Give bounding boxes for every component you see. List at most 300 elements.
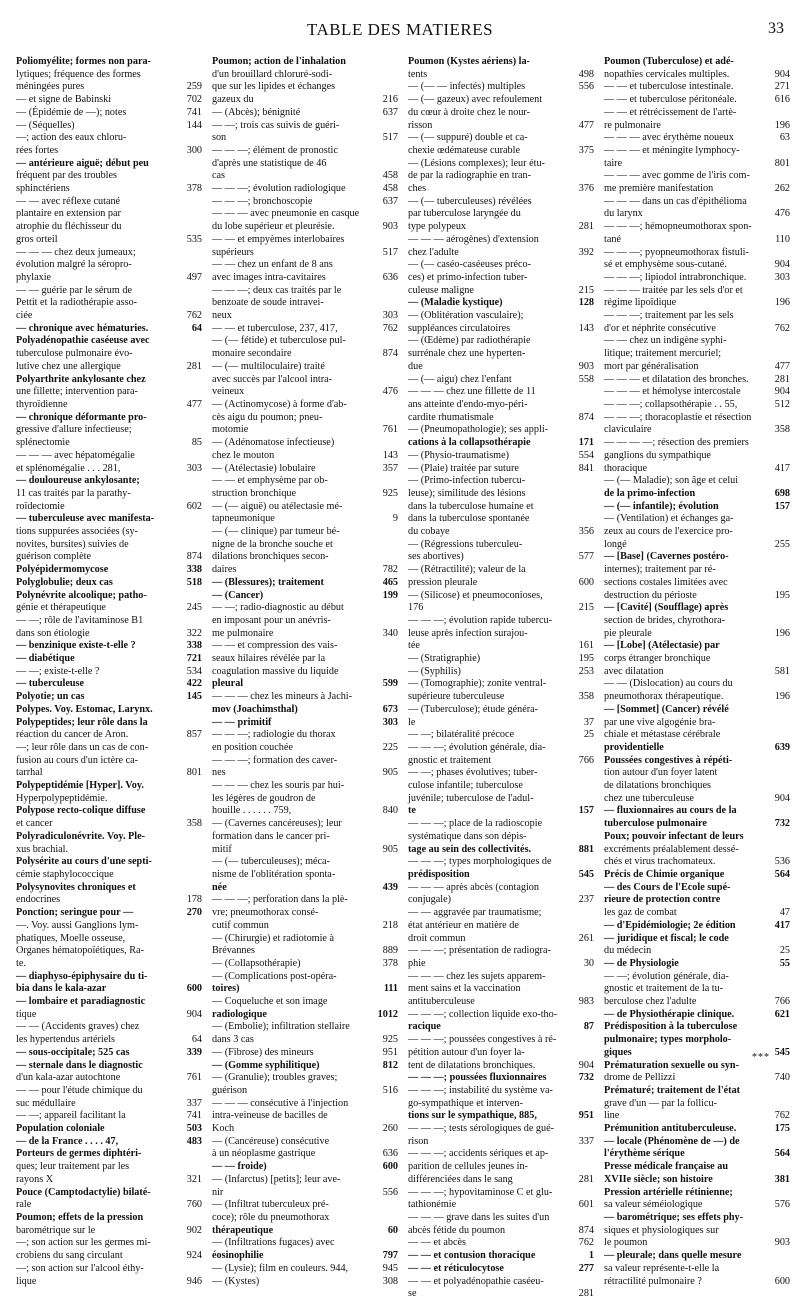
entry-page: 741 bbox=[186, 1110, 202, 1122]
index-entry bbox=[212, 755, 398, 768]
index-entry bbox=[212, 729, 398, 742]
entry-page: 741 bbox=[186, 106, 202, 118]
index-entry bbox=[212, 628, 398, 641]
entry-text: Poumon; action de l'inhalation bbox=[212, 56, 346, 67]
entry-text: ans atteinte d'endo-myo-péri- bbox=[408, 398, 528, 410]
index-entry bbox=[408, 1148, 594, 1161]
index-entry bbox=[16, 577, 202, 590]
index-entry bbox=[212, 120, 398, 133]
index-entry bbox=[604, 501, 790, 514]
entry-text: Ponction; seringue pour — bbox=[16, 907, 134, 919]
entry-text: Hyperpolypeptidémie. bbox=[16, 792, 108, 804]
index-entry bbox=[408, 958, 594, 971]
entry-text: giques bbox=[604, 1046, 632, 1058]
entry-text: pulmonaire; types morpholo- bbox=[604, 1034, 732, 1046]
entry-text: — — — avec gomme de l'iris com- bbox=[604, 170, 750, 182]
entry-text: conjugale) bbox=[408, 894, 451, 906]
entry-text: réaction du cancer de Aron. bbox=[16, 729, 129, 741]
index-entry bbox=[408, 767, 594, 780]
entry-text: ciée bbox=[16, 310, 33, 322]
entry-page: 874 bbox=[578, 1224, 594, 1236]
entry-page: 721 bbox=[186, 653, 202, 665]
index-entry bbox=[16, 564, 202, 577]
entry-page: 951 bbox=[382, 1046, 398, 1058]
entry-text: — — —; élément de pronostic bbox=[212, 144, 338, 156]
index-entry bbox=[408, 615, 594, 628]
entry-text: pie pleurale bbox=[604, 627, 652, 639]
entry-text: — (— Maladie); son âge et celui bbox=[604, 475, 739, 487]
index-entry bbox=[212, 996, 398, 1009]
entry-page: 904 bbox=[578, 1059, 594, 1071]
index-entry bbox=[212, 1098, 398, 1111]
entry-text: tique bbox=[16, 1008, 37, 1020]
entry-page: 378 bbox=[186, 183, 202, 195]
entry-text: — (Épidémie de —); notes bbox=[16, 106, 127, 118]
entry-page: 904 bbox=[186, 1008, 202, 1020]
index-entry bbox=[604, 551, 790, 564]
index-entry bbox=[408, 297, 594, 310]
entry-page: 358 bbox=[578, 691, 594, 703]
entry-text: longé bbox=[604, 538, 627, 550]
entry-text: Koch bbox=[212, 1123, 235, 1135]
entry-page: 904 bbox=[774, 259, 790, 271]
entry-page: 196 bbox=[774, 627, 790, 639]
entry-text: — (Atélectasie) lobulaire bbox=[212, 462, 316, 474]
entry-page: 111 bbox=[383, 983, 398, 995]
entry-text: type polypeux bbox=[408, 221, 467, 233]
entry-text: par tuberculose laryngée du bbox=[408, 208, 521, 220]
entry-page: 338 bbox=[186, 564, 202, 576]
index-entry bbox=[604, 1225, 790, 1238]
entry-text: — — — chez les souris par hui- bbox=[212, 780, 345, 792]
index-entry bbox=[604, 1237, 790, 1250]
entry-page: 281 bbox=[186, 360, 202, 372]
entry-text: antituberculeuse bbox=[408, 996, 475, 1008]
index-entry bbox=[212, 513, 398, 526]
entry-page: 905 bbox=[382, 843, 398, 855]
entry-text: — — — chez les mineurs à Jachi- bbox=[212, 691, 353, 703]
entry-page: 600 bbox=[578, 576, 594, 588]
index-entry bbox=[16, 310, 202, 323]
index-entry bbox=[408, 183, 594, 196]
entry-text: — — —; hypovitaminose C et glu- bbox=[408, 1186, 553, 1198]
entry-text: — — chez un indigène syphi- bbox=[604, 335, 727, 347]
index-entry bbox=[212, 1123, 398, 1136]
entry-page: 9 bbox=[392, 513, 398, 525]
entry-text: guérison complète bbox=[16, 551, 91, 563]
index-entry bbox=[408, 1276, 594, 1289]
entry-text: se bbox=[408, 1288, 417, 1300]
index-entry bbox=[408, 691, 594, 704]
entry-text: atrophie du fléchisseur du bbox=[16, 221, 122, 233]
index-entry bbox=[16, 1021, 202, 1034]
index-entry bbox=[212, 958, 398, 971]
entry-text: du médecin bbox=[604, 945, 652, 957]
entry-page: 905 bbox=[382, 767, 398, 779]
index-entry bbox=[16, 653, 202, 666]
entry-page: 599 bbox=[382, 678, 398, 690]
index-entry bbox=[408, 1263, 594, 1276]
entry-text: — — —; bronchoscopie bbox=[212, 195, 313, 207]
entry-page: 218 bbox=[382, 919, 398, 931]
entry-text: gazeux du bbox=[212, 94, 254, 106]
entry-text: — — —; poussées congestives à ré- bbox=[408, 1034, 557, 1046]
entry-text: Brévannes bbox=[212, 945, 255, 957]
entry-text: lytiques; fréquence des formes bbox=[16, 68, 141, 80]
entry-text: — — chez un enfant de 8 ans bbox=[212, 259, 333, 271]
entry-text: nir bbox=[212, 1186, 224, 1198]
entry-text: taire bbox=[604, 157, 623, 169]
index-entry bbox=[604, 869, 790, 882]
entry-text: — de Physiothérapie clinique. bbox=[604, 1008, 735, 1020]
entry-text: — [Base] (Cavernes postéro- bbox=[604, 551, 729, 563]
entry-page: 178 bbox=[186, 894, 202, 906]
index-entry bbox=[16, 272, 202, 285]
index-entry bbox=[16, 323, 202, 336]
index-entry bbox=[604, 107, 790, 120]
index-entry bbox=[408, 412, 594, 425]
entry-page: 300 bbox=[186, 144, 202, 156]
index-entry bbox=[408, 882, 594, 895]
entry-page: 358 bbox=[186, 818, 202, 830]
index-entry bbox=[212, 590, 398, 603]
entry-text: parition de cellules jeunes in- bbox=[408, 1161, 528, 1173]
entry-text: — (Abcès); bénignité bbox=[212, 106, 301, 118]
entry-text: — — — chez les sujets apparem- bbox=[408, 970, 546, 982]
entry-page: 517 bbox=[382, 246, 398, 258]
index-entry bbox=[408, 272, 594, 285]
index-entry bbox=[16, 907, 202, 920]
entry-text: son bbox=[212, 132, 227, 144]
entry-text: prédisposition bbox=[408, 869, 470, 880]
entry-text: — (Kystes) bbox=[212, 1275, 260, 1287]
entry-page: 308 bbox=[382, 1275, 398, 1287]
entry-text: dans 3 cas bbox=[212, 1034, 254, 1046]
entry-page: 545 bbox=[774, 1046, 790, 1058]
index-entry bbox=[604, 1263, 790, 1276]
entry-text: — (Infiltrat tuberculeux pré- bbox=[212, 1199, 329, 1211]
index-entry bbox=[604, 1187, 790, 1200]
index-entry bbox=[212, 170, 398, 183]
entry-text: tent de dilatations bronchiques. bbox=[408, 1059, 536, 1071]
index-entry bbox=[16, 297, 202, 310]
entry-text: — (Stratigraphie) bbox=[408, 653, 481, 665]
index-entry bbox=[604, 1174, 790, 1187]
entry-text: — — —; poussées fluxionnaires bbox=[408, 1072, 547, 1084]
entry-text: — (Blessures); traitement bbox=[212, 576, 324, 588]
entry-page: 37 bbox=[583, 716, 594, 728]
index-entry bbox=[212, 793, 398, 806]
entry-text: suppléances circulatoires bbox=[408, 322, 511, 334]
entry-text: section de brides, chyrothora- bbox=[604, 614, 726, 626]
index-entry bbox=[16, 780, 202, 793]
index-entry bbox=[604, 615, 790, 628]
entry-text: — — et compression des vais- bbox=[212, 640, 338, 652]
page-number: 33 bbox=[768, 20, 784, 37]
index-entry bbox=[604, 653, 790, 666]
entry-text: nes bbox=[212, 767, 226, 779]
index-entry bbox=[408, 1212, 594, 1225]
index-entry bbox=[408, 1021, 594, 1034]
entry-text: — — —; radiologie du thorax bbox=[212, 729, 336, 741]
entry-page: 64 bbox=[191, 1034, 202, 1046]
entry-text: providentielle bbox=[604, 741, 664, 753]
index-entry bbox=[408, 755, 594, 768]
index-entry bbox=[408, 208, 594, 221]
entry-text: — (Fibrose) des mineurs bbox=[212, 1046, 314, 1058]
entry-page: 85 bbox=[191, 437, 202, 449]
index-entry bbox=[604, 958, 790, 971]
entry-text: destruction du périoste bbox=[604, 589, 697, 601]
entry-text: — — —; traitement par les sels bbox=[604, 310, 734, 322]
entry-page: 732 bbox=[774, 818, 790, 830]
index-entry bbox=[408, 81, 594, 94]
index-entry bbox=[408, 945, 594, 958]
entry-page: 157 bbox=[774, 500, 790, 512]
entry-text: me pulmonaire bbox=[212, 627, 274, 639]
index-entry bbox=[212, 691, 398, 704]
entry-text: risson bbox=[408, 119, 433, 131]
index-entry bbox=[212, 450, 398, 463]
index-entry bbox=[16, 869, 202, 882]
entry-text: veineux bbox=[212, 386, 245, 398]
entry-text: — sous-occipitale; 525 cas bbox=[16, 1046, 130, 1058]
index-entry bbox=[16, 221, 202, 234]
entry-page: 340 bbox=[382, 627, 398, 639]
entry-text: — — —; évolution rapide tubercu- bbox=[408, 614, 553, 626]
index-entry bbox=[16, 463, 202, 476]
index-entry bbox=[408, 69, 594, 82]
index-entry bbox=[212, 234, 398, 247]
entry-text: — — —; deux cas traités par le bbox=[212, 284, 342, 296]
index-entry bbox=[408, 1060, 594, 1073]
entry-text: — — — avec hépatomégalie bbox=[16, 449, 135, 461]
entry-text: cutif commun bbox=[212, 919, 269, 931]
entry-text: sé et emphysème sous-cutané. bbox=[604, 259, 727, 271]
index-entry bbox=[16, 1072, 202, 1085]
entry-text: ches bbox=[408, 183, 427, 195]
entry-page: 87 bbox=[583, 1021, 594, 1033]
entry-text: du cobaye bbox=[408, 526, 450, 538]
entry-page: 516 bbox=[382, 1084, 398, 1096]
entry-page: 762 bbox=[186, 310, 202, 322]
entry-text: — — avec réflexe cutané bbox=[16, 195, 121, 207]
entry-text: thérapeutique bbox=[212, 1224, 274, 1236]
index-entry bbox=[212, 310, 398, 323]
entry-page: 281 bbox=[774, 373, 790, 385]
index-entry bbox=[16, 208, 202, 221]
entry-page: 581 bbox=[774, 665, 790, 677]
index-entry bbox=[212, 1072, 398, 1085]
index-entry bbox=[212, 551, 398, 564]
entry-text: du cœur à droite chez le nour- bbox=[408, 106, 530, 118]
index-entry bbox=[408, 1237, 594, 1250]
index-entry bbox=[16, 1110, 202, 1123]
entry-text: line bbox=[604, 1110, 620, 1122]
index-entry bbox=[212, 183, 398, 196]
index-entry bbox=[212, 399, 398, 412]
index-entry bbox=[212, 1250, 398, 1263]
entry-text: dilations bronchiques secon- bbox=[212, 551, 329, 563]
index-entry bbox=[408, 1110, 594, 1123]
entry-page: 375 bbox=[578, 144, 594, 156]
index-entry bbox=[16, 1212, 202, 1225]
index-entry bbox=[16, 640, 202, 653]
entry-page: 801 bbox=[186, 767, 202, 779]
entry-text: Population coloniale bbox=[16, 1123, 105, 1135]
entry-page: 376 bbox=[578, 183, 594, 195]
entry-text: — (Pneumopathologie); ses appli- bbox=[408, 424, 549, 436]
index-entry bbox=[604, 678, 790, 691]
entry-text: — (Actinomycose) à forme d'ab- bbox=[212, 398, 347, 410]
entry-text: tathionémie bbox=[408, 1199, 457, 1211]
index-entry bbox=[16, 793, 202, 806]
entry-text: te bbox=[408, 805, 416, 817]
index-entry bbox=[604, 170, 790, 183]
index-entry bbox=[604, 933, 790, 946]
entry-text: tarrhal bbox=[16, 767, 43, 779]
entry-page: 253 bbox=[578, 665, 594, 677]
entry-page: 483 bbox=[186, 1135, 202, 1147]
entry-text: gnostic et traitement bbox=[408, 754, 492, 766]
index-entry bbox=[16, 170, 202, 183]
entry-text: thoracique bbox=[604, 462, 647, 474]
index-entry bbox=[408, 640, 594, 653]
index-entry bbox=[408, 335, 594, 348]
entry-text: — — — dans un cas d'épithélioma bbox=[604, 195, 747, 207]
entry-page: 545 bbox=[578, 869, 594, 880]
index-entry bbox=[16, 1123, 202, 1136]
entry-page: 161 bbox=[578, 640, 594, 652]
index-entry bbox=[16, 399, 202, 412]
entry-text: les légères de goudron de bbox=[212, 792, 316, 804]
entry-text: Polyadénopathie caséeuse avec bbox=[16, 335, 150, 347]
index-entry bbox=[212, 501, 398, 514]
entry-text: Polyépidermomycose bbox=[16, 564, 109, 576]
entry-page: 260 bbox=[382, 1123, 398, 1135]
entry-text: tée bbox=[408, 640, 420, 652]
index-entry bbox=[604, 717, 790, 730]
index-entry bbox=[212, 247, 398, 260]
index-entry bbox=[408, 170, 594, 183]
entry-page: 259 bbox=[186, 81, 202, 93]
entry-text: — (Primo-infection tubercu- bbox=[408, 475, 526, 487]
index-entry bbox=[212, 539, 398, 552]
index-entry bbox=[604, 1085, 790, 1098]
page-title: TABLE DES MATIERES bbox=[306, 20, 494, 39]
entry-text: nopathies cervicales multiples. bbox=[604, 68, 730, 80]
entry-page: 225 bbox=[382, 741, 398, 753]
index-entry bbox=[16, 1085, 202, 1098]
entry-text: les hypertendus artériels bbox=[16, 1034, 116, 1046]
entry-text: sphinctériens bbox=[16, 183, 70, 195]
entry-page: 600 bbox=[382, 1161, 398, 1173]
entry-page: 889 bbox=[382, 945, 398, 957]
entry-page: 503 bbox=[186, 1123, 202, 1135]
entry-text: — diaphyso-épiphysaire du ti- bbox=[16, 970, 148, 982]
entry-text: — —; trois cas suivis de guéri- bbox=[212, 119, 340, 131]
entry-text: — [Cavité] (Soufflage) après bbox=[604, 602, 729, 614]
index-entry bbox=[408, 513, 594, 526]
entry-text: — — et tuberculose péritonéale. bbox=[604, 94, 737, 106]
entry-page: 458 bbox=[382, 170, 398, 182]
entry-text: benzoate de soude intravei- bbox=[212, 297, 324, 309]
entry-text: Polypeptides; leur rôle dans la bbox=[16, 716, 148, 728]
index-entry bbox=[212, 386, 398, 399]
index-entry bbox=[16, 1047, 202, 1060]
entry-text: cations à la collapsothérapie bbox=[408, 437, 531, 449]
entry-page: 175 bbox=[774, 1123, 790, 1135]
entry-text: due bbox=[408, 360, 423, 372]
index-entry bbox=[16, 1136, 202, 1149]
index-entry bbox=[604, 1009, 790, 1022]
index-entry bbox=[408, 488, 594, 501]
index-entry bbox=[604, 945, 790, 958]
index-entry bbox=[16, 882, 202, 895]
index-entry bbox=[408, 894, 594, 907]
entry-text: — (Granulie); troubles graves; bbox=[212, 1072, 338, 1084]
index-entry bbox=[408, 831, 594, 844]
entry-text: Poumon; effets de la pression bbox=[16, 1211, 144, 1223]
index-entry bbox=[604, 1110, 790, 1123]
entry-text: roïdectomie bbox=[16, 500, 65, 512]
entry-text: chexie œdémateuse curable bbox=[408, 144, 521, 156]
entry-page: 558 bbox=[578, 373, 594, 385]
index-entry bbox=[408, 590, 594, 603]
index-entry bbox=[408, 564, 594, 577]
entry-text: — — et réticulocytose bbox=[408, 1262, 504, 1274]
entry-text: avec images intra-cavitaires bbox=[212, 271, 326, 283]
entry-page: 458 bbox=[382, 183, 398, 195]
index-entry bbox=[212, 1174, 398, 1187]
entry-page: 601 bbox=[578, 1199, 594, 1211]
index-entry bbox=[16, 81, 202, 94]
index-entry bbox=[16, 590, 202, 603]
index-entry bbox=[604, 1212, 790, 1225]
index-entry bbox=[604, 120, 790, 133]
entry-text: ment sains et la vaccination bbox=[408, 983, 521, 995]
index-column-2 bbox=[212, 56, 398, 1287]
index-entry bbox=[212, 704, 398, 717]
index-entry bbox=[408, 145, 594, 158]
index-entry bbox=[212, 526, 398, 539]
entry-page: 417 bbox=[774, 462, 790, 474]
entry-text: Polysérite au cours d'une septi- bbox=[16, 856, 152, 868]
entry-page: 556 bbox=[382, 1186, 398, 1198]
index-entry bbox=[604, 348, 790, 361]
index-entry bbox=[604, 69, 790, 82]
entry-text: et cancer bbox=[16, 818, 53, 830]
entry-text: éosinophilie bbox=[212, 1250, 264, 1262]
entry-text: — — — grave dans les suites d'un bbox=[408, 1211, 550, 1223]
entry-text: — (Gomme syphilitique) bbox=[212, 1059, 320, 1071]
entry-text: les gaz de combat bbox=[604, 907, 677, 919]
index-entry bbox=[408, 259, 594, 272]
entry-text: — de la France . . . . 47, bbox=[16, 1135, 119, 1147]
index-entry bbox=[16, 704, 202, 717]
index-entry bbox=[408, 577, 594, 590]
entry-page: 439 bbox=[382, 881, 398, 893]
index-entry bbox=[604, 983, 790, 996]
index-entry bbox=[408, 1250, 594, 1263]
entry-page: 762 bbox=[382, 322, 398, 334]
index-entry bbox=[604, 704, 790, 717]
entry-page: 303 bbox=[382, 716, 398, 728]
entry-text: pétition autour d'un foyer la- bbox=[408, 1046, 525, 1058]
entry-page: 55 bbox=[779, 957, 790, 969]
index-entry bbox=[604, 374, 790, 387]
index-entry bbox=[212, 767, 398, 780]
